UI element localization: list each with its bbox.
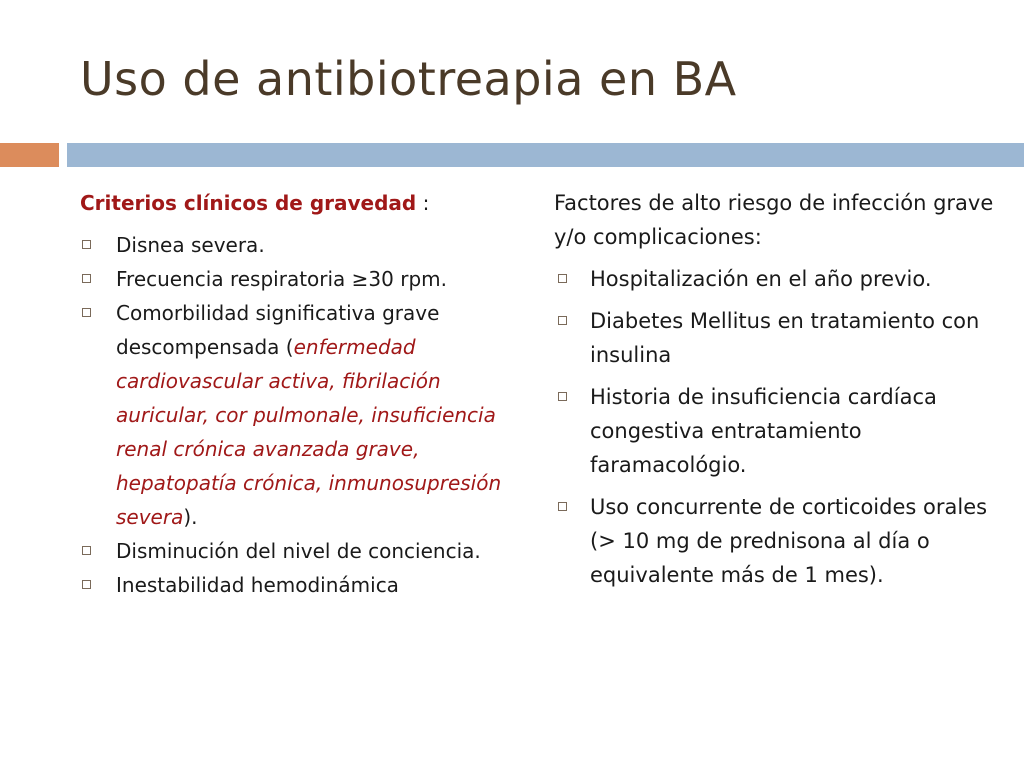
- left-heading-line: [80, 186, 510, 220]
- list-item-text: Historia de insuficiencia cardíaca congestiva entratamiento faramacológio.: [590, 385, 937, 477]
- list-item-text: Frecuencia respiratoria ≥30 rpm.: [116, 267, 447, 291]
- list-item: [80, 262, 510, 296]
- left-column: [80, 186, 510, 602]
- list-item-text: Inestabilidad hemodinámica: [116, 573, 399, 597]
- list-item-text: Diabetes Mellitus en tratamiento con insulina: [590, 309, 980, 367]
- right-risk-list: [554, 262, 994, 592]
- list-item: [80, 296, 510, 534]
- list-item-text: Disminución del nivel de conciencia.: [116, 539, 481, 563]
- list-item: [80, 568, 510, 602]
- list-item: [80, 534, 510, 568]
- hollow-square-bullet-icon: [82, 580, 91, 589]
- hollow-square-bullet-icon: [558, 502, 567, 511]
- right-column: [554, 186, 994, 600]
- list-item: [554, 262, 994, 296]
- left-heading: Criterios clínicos de gravedad: [80, 191, 417, 215]
- list-item: [554, 490, 994, 592]
- slide-title: Uso de antibiotreapia en BA: [80, 52, 737, 106]
- list-item-text: Hospitalización en el año previo.: [590, 267, 932, 291]
- hollow-square-bullet-icon: [558, 274, 567, 283]
- hollow-square-bullet-icon: [82, 308, 91, 317]
- accent-bar-blue: [67, 143, 1024, 167]
- list-item-text-after: ).: [183, 505, 198, 529]
- list-item-text: Disnea severa.: [116, 233, 265, 257]
- hollow-square-bullet-icon: [82, 274, 91, 283]
- comorbidity-examples: enfermedad cardiovascular activa, fibrilación auricular, cor pulmonale, insuficiencia renal crónica avanzada grave, hepatopatía crónica, inmunosupresión severa: [116, 335, 502, 529]
- list-item: [554, 380, 994, 482]
- list-item: [554, 304, 994, 372]
- hollow-square-bullet-icon: [558, 392, 567, 401]
- list-item-text: Uso concurrente de corticoides orales (> 10 mg de prednisona al día o equivalente más de 1 mes).: [590, 495, 988, 587]
- left-heading-suffix: :: [416, 191, 430, 215]
- hollow-square-bullet-icon: [82, 240, 91, 249]
- left-criteria-list: [80, 228, 510, 602]
- accent-bar-orange: [0, 143, 59, 167]
- hollow-square-bullet-icon: [82, 546, 91, 555]
- hollow-square-bullet-icon: [558, 316, 567, 325]
- list-item-text-before: Comorbilidad significativa grave descompensada (: [116, 301, 440, 359]
- right-intro: Factores de alto riesgo de infección grave y/o complicaciones:: [554, 191, 994, 249]
- list-item: [80, 228, 510, 262]
